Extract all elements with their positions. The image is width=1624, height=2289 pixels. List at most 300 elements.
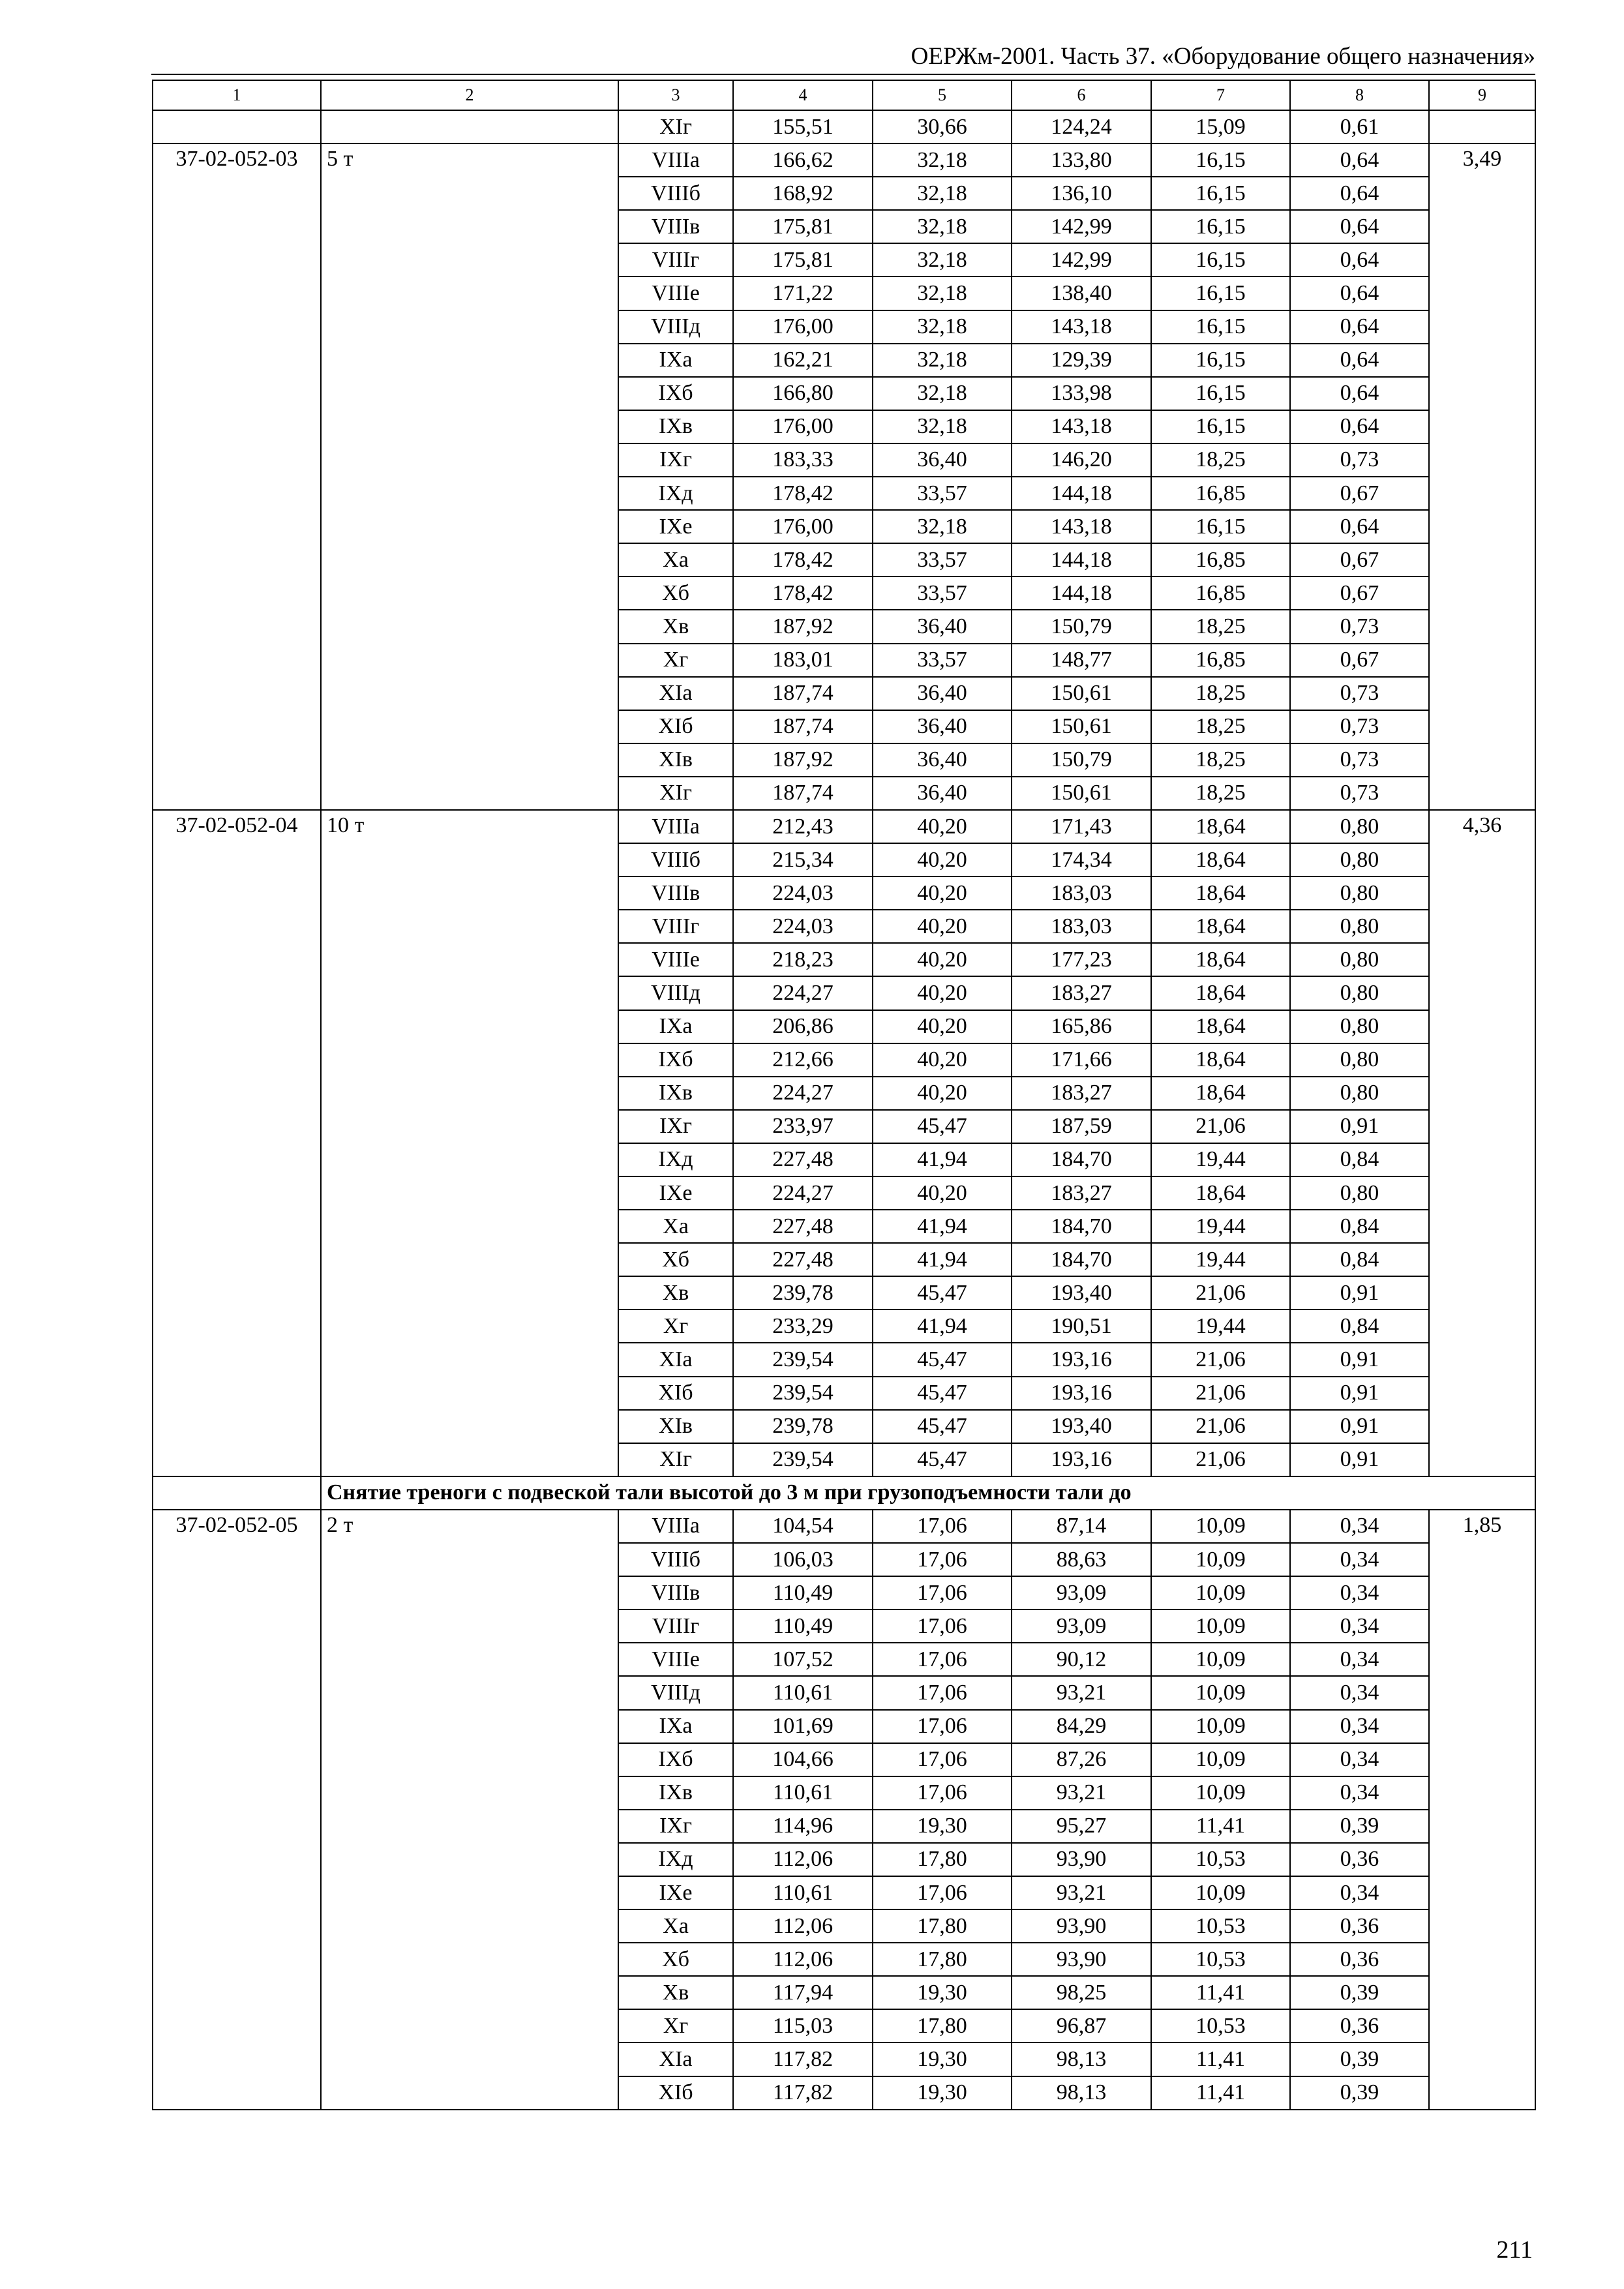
value-cell: 93,21: [1012, 1876, 1151, 1909]
value-cell: 16,15: [1151, 377, 1290, 410]
value-cell: 18,25: [1151, 677, 1290, 710]
value-cell: 224,27: [733, 976, 873, 1010]
value-cell: 112,06: [733, 1943, 873, 1976]
value-cell: 16,15: [1151, 143, 1290, 177]
value-cell: 98,25: [1012, 1976, 1151, 2009]
value-cell: 227,48: [733, 1143, 873, 1176]
value-cell: 110,61: [733, 1776, 873, 1810]
value-cell: 233,29: [733, 1309, 873, 1343]
value-cell: 16,15: [1151, 277, 1290, 310]
value-cell: 187,74: [733, 710, 873, 743]
value-cell: 183,27: [1012, 1077, 1151, 1110]
value-cell: 10,09: [1151, 1710, 1290, 1743]
class-cell: VIIIб: [618, 843, 733, 876]
value-cell: 187,92: [733, 743, 873, 777]
value-cell: 129,39: [1012, 344, 1151, 377]
value-cell: 93,90: [1012, 1943, 1151, 1976]
value-cell: 0,34: [1290, 1676, 1429, 1709]
class-cell: IXд: [618, 477, 733, 510]
value-cell: 87,14: [1012, 1510, 1151, 1543]
value-cell: 18,25: [1151, 710, 1290, 743]
value-cell: 0,64: [1290, 177, 1429, 210]
value-cell: 0,34: [1290, 1876, 1429, 1909]
value-cell: 0,80: [1290, 1176, 1429, 1210]
value-cell: 115,03: [733, 2009, 873, 2042]
value-cell: 96,87: [1012, 2009, 1151, 2042]
value-cell: 33,57: [873, 543, 1012, 576]
value-cell: 142,99: [1012, 210, 1151, 243]
value-cell: 117,82: [733, 2042, 873, 2076]
value-cell: 40,20: [873, 1077, 1012, 1110]
value-cell: 166,80: [733, 377, 873, 410]
class-cell: VIIIа: [618, 1510, 733, 1543]
value-cell: 0,84: [1290, 1143, 1429, 1176]
class-cell: Xа: [618, 543, 733, 576]
class-cell: VIIIе: [618, 943, 733, 976]
value-cell: 233,97: [733, 1110, 873, 1143]
value-cell: 0,34: [1290, 1743, 1429, 1776]
value-cell: 178,42: [733, 477, 873, 510]
value-cell: 110,61: [733, 1676, 873, 1709]
value-cell: 10,09: [1151, 1576, 1290, 1609]
value-cell: 184,70: [1012, 1243, 1151, 1276]
class-cell: IXг: [618, 1110, 733, 1143]
class-cell: XIг: [618, 777, 733, 810]
name-cell: 2 т: [321, 1510, 618, 2110]
value-cell: 93,90: [1012, 1843, 1151, 1876]
value-cell: 178,42: [733, 543, 873, 576]
value-cell: 93,09: [1012, 1576, 1151, 1609]
value-cell: 18,64: [1151, 1043, 1290, 1077]
value-cell: 95,27: [1012, 1810, 1151, 1843]
value-cell: 0,80: [1290, 876, 1429, 910]
value-cell: 18,25: [1151, 743, 1290, 777]
class-cell: IXе: [618, 510, 733, 543]
value-cell: 40,20: [873, 1176, 1012, 1210]
value-cell: 175,81: [733, 210, 873, 243]
value-cell: 184,70: [1012, 1143, 1151, 1176]
value-cell: 21,06: [1151, 1443, 1290, 1476]
rate-cell: 4,36: [1429, 810, 1535, 1476]
value-cell: 18,64: [1151, 1176, 1290, 1210]
value-cell: 40,20: [873, 976, 1012, 1010]
class-cell: Xб: [618, 1943, 733, 1976]
value-cell: 93,09: [1012, 1609, 1151, 1643]
value-cell: 18,25: [1151, 610, 1290, 643]
value-cell: 36,40: [873, 610, 1012, 643]
value-cell: 101,69: [733, 1710, 873, 1743]
code-cell: 37-02-052-04: [153, 810, 321, 1476]
value-cell: 16,85: [1151, 543, 1290, 576]
value-cell: 0,84: [1290, 1309, 1429, 1343]
value-cell: 0,64: [1290, 143, 1429, 177]
value-cell: 21,06: [1151, 1110, 1290, 1143]
column-number: 6: [1012, 80, 1151, 110]
class-cell: Xа: [618, 1210, 733, 1243]
value-cell: 33,57: [873, 576, 1012, 610]
value-cell: 17,06: [873, 1676, 1012, 1709]
class-cell: VIIIг: [618, 243, 733, 277]
value-cell: 19,44: [1151, 1210, 1290, 1243]
value-cell: 175,81: [733, 243, 873, 277]
name-cell: [321, 110, 618, 143]
value-cell: 10,09: [1151, 1510, 1290, 1543]
value-cell: 93,21: [1012, 1676, 1151, 1709]
class-cell: Xв: [618, 1276, 733, 1309]
value-cell: 16,15: [1151, 344, 1290, 377]
value-cell: 224,03: [733, 876, 873, 910]
value-cell: 10,09: [1151, 1876, 1290, 1909]
value-cell: 19,30: [873, 1976, 1012, 2009]
value-cell: 41,94: [873, 1143, 1012, 1176]
value-cell: 212,66: [733, 1043, 873, 1077]
value-cell: 206,86: [733, 1010, 873, 1043]
value-cell: 107,52: [733, 1643, 873, 1676]
value-cell: 19,44: [1151, 1243, 1290, 1276]
value-cell: 10,53: [1151, 1943, 1290, 1976]
column-number: 9: [1429, 80, 1535, 110]
value-cell: 10,09: [1151, 1643, 1290, 1676]
value-cell: 16,85: [1151, 644, 1290, 677]
value-cell: 133,98: [1012, 377, 1151, 410]
class-cell: VIIIв: [618, 876, 733, 910]
value-cell: 16,15: [1151, 210, 1290, 243]
value-cell: 176,00: [733, 410, 873, 443]
value-cell: 32,18: [873, 243, 1012, 277]
value-cell: 212,43: [733, 810, 873, 843]
value-cell: 41,94: [873, 1210, 1012, 1243]
value-cell: 239,78: [733, 1276, 873, 1309]
value-cell: 0,84: [1290, 1243, 1429, 1276]
value-cell: 218,23: [733, 943, 873, 976]
value-cell: 150,61: [1012, 677, 1151, 710]
class-cell: IXв: [618, 1776, 733, 1810]
value-cell: 0,80: [1290, 810, 1429, 843]
value-cell: 18,64: [1151, 876, 1290, 910]
value-cell: 184,70: [1012, 1210, 1151, 1243]
class-cell: VIIIб: [618, 177, 733, 210]
value-cell: 138,40: [1012, 277, 1151, 310]
class-cell: VIIIе: [618, 1643, 733, 1676]
value-cell: 10,09: [1151, 1543, 1290, 1576]
value-cell: 0,91: [1290, 1343, 1429, 1376]
value-cell: 146,20: [1012, 443, 1151, 477]
value-cell: 40,20: [873, 1043, 1012, 1077]
value-cell: 0,91: [1290, 1110, 1429, 1143]
value-cell: 239,54: [733, 1377, 873, 1410]
value-cell: 176,00: [733, 510, 873, 543]
value-cell: 183,27: [1012, 976, 1151, 1010]
value-cell: 36,40: [873, 443, 1012, 477]
value-cell: 136,10: [1012, 177, 1151, 210]
value-cell: 0,39: [1290, 1810, 1429, 1843]
value-cell: 0,34: [1290, 1609, 1429, 1643]
value-cell: 10,53: [1151, 1909, 1290, 1943]
value-cell: 0,91: [1290, 1377, 1429, 1410]
value-cell: 104,54: [733, 1510, 873, 1543]
value-cell: 183,03: [1012, 876, 1151, 910]
class-cell: XIа: [618, 2042, 733, 2076]
column-number: 2: [321, 80, 618, 110]
class-cell: VIIIг: [618, 910, 733, 943]
value-cell: 98,13: [1012, 2076, 1151, 2110]
rates-table: [152, 80, 1536, 2110]
value-cell: 19,30: [873, 1810, 1012, 1843]
value-cell: 0,73: [1290, 677, 1429, 710]
value-cell: 0,91: [1290, 1443, 1429, 1476]
value-cell: 0,39: [1290, 1976, 1429, 2009]
value-cell: 32,18: [873, 277, 1012, 310]
value-cell: 18,64: [1151, 843, 1290, 876]
value-cell: 0,34: [1290, 1776, 1429, 1810]
value-cell: 17,06: [873, 1643, 1012, 1676]
value-cell: 21,06: [1151, 1276, 1290, 1309]
value-cell: 11,41: [1151, 1976, 1290, 2009]
value-cell: 142,99: [1012, 243, 1151, 277]
value-cell: 45,47: [873, 1377, 1012, 1410]
value-cell: 0,36: [1290, 1943, 1429, 1976]
value-cell: 32,18: [873, 377, 1012, 410]
value-cell: 90,12: [1012, 1643, 1151, 1676]
value-cell: 112,06: [733, 1843, 873, 1876]
value-cell: 18,25: [1151, 777, 1290, 810]
column-number: 3: [618, 80, 733, 110]
value-cell: 0,80: [1290, 976, 1429, 1010]
class-cell: VIIIб: [618, 1543, 733, 1576]
class-cell: VIIIг: [618, 1609, 733, 1643]
value-cell: 117,82: [733, 2076, 873, 2110]
value-cell: 0,80: [1290, 1077, 1429, 1110]
value-cell: 0,34: [1290, 1576, 1429, 1609]
value-cell: 16,15: [1151, 310, 1290, 344]
value-cell: 17,06: [873, 1576, 1012, 1609]
value-cell: 0,34: [1290, 1643, 1429, 1676]
name-cell: 10 т: [321, 810, 618, 1476]
value-cell: 18,64: [1151, 943, 1290, 976]
value-cell: 16,15: [1151, 243, 1290, 277]
value-cell: 45,47: [873, 1276, 1012, 1309]
value-cell: 36,40: [873, 743, 1012, 777]
class-cell: IXа: [618, 344, 733, 377]
value-cell: 17,80: [873, 1943, 1012, 1976]
value-cell: 17,80: [873, 1909, 1012, 1943]
value-cell: 17,06: [873, 1510, 1012, 1543]
value-cell: 166,62: [733, 143, 873, 177]
class-cell: IXб: [618, 1743, 733, 1776]
column-number: 5: [873, 80, 1012, 110]
value-cell: 18,64: [1151, 1010, 1290, 1043]
column-number: 1: [153, 80, 321, 110]
value-cell: 117,94: [733, 1976, 873, 2009]
class-cell: XIа: [618, 1343, 733, 1376]
value-cell: 93,21: [1012, 1776, 1151, 1810]
section-spacer: [153, 1476, 321, 1510]
value-cell: 32,18: [873, 410, 1012, 443]
value-cell: 17,06: [873, 1743, 1012, 1776]
class-cell: Xв: [618, 1976, 733, 2009]
value-cell: 15,09: [1151, 110, 1290, 143]
value-cell: 150,79: [1012, 743, 1151, 777]
header-rule: [151, 74, 1535, 75]
class-cell: IXа: [618, 1710, 733, 1743]
value-cell: 16,15: [1151, 410, 1290, 443]
value-cell: 16,15: [1151, 177, 1290, 210]
value-cell: 193,40: [1012, 1276, 1151, 1309]
table-row: [153, 1510, 1535, 1543]
value-cell: 18,64: [1151, 976, 1290, 1010]
code-cell: [153, 110, 321, 143]
class-cell: XIб: [618, 710, 733, 743]
value-cell: 98,13: [1012, 2042, 1151, 2076]
class-cell: VIIIд: [618, 976, 733, 1010]
value-cell: 0,67: [1290, 644, 1429, 677]
class-cell: IXг: [618, 443, 733, 477]
class-cell: Xг: [618, 644, 733, 677]
value-cell: 143,18: [1012, 510, 1151, 543]
value-cell: 177,23: [1012, 943, 1151, 976]
class-cell: XIа: [618, 677, 733, 710]
value-cell: 168,92: [733, 177, 873, 210]
value-cell: 239,54: [733, 1343, 873, 1376]
value-cell: 16,85: [1151, 576, 1290, 610]
class-cell: VIIIа: [618, 810, 733, 843]
value-cell: 239,54: [733, 1443, 873, 1476]
code-cell: 37-02-052-03: [153, 143, 321, 810]
value-cell: 10,09: [1151, 1776, 1290, 1810]
class-cell: VIIIе: [618, 277, 733, 310]
value-cell: 0,80: [1290, 1010, 1429, 1043]
value-cell: 32,18: [873, 177, 1012, 210]
class-cell: XIг: [618, 110, 733, 143]
value-cell: 190,51: [1012, 1309, 1151, 1343]
value-cell: 18,64: [1151, 1077, 1290, 1110]
value-cell: 187,74: [733, 677, 873, 710]
value-cell: 17,06: [873, 1710, 1012, 1743]
column-number-row: [153, 80, 1535, 110]
value-cell: 11,41: [1151, 1810, 1290, 1843]
value-cell: 40,20: [873, 810, 1012, 843]
value-cell: 84,29: [1012, 1710, 1151, 1743]
rate-cell: [1429, 110, 1535, 143]
value-cell: 0,73: [1290, 777, 1429, 810]
value-cell: 32,18: [873, 510, 1012, 543]
class-cell: Xб: [618, 576, 733, 610]
value-cell: 45,47: [873, 1410, 1012, 1443]
value-cell: 144,18: [1012, 477, 1151, 510]
value-cell: 227,48: [733, 1243, 873, 1276]
value-cell: 193,16: [1012, 1377, 1151, 1410]
class-cell: IXд: [618, 1143, 733, 1176]
value-cell: 40,20: [873, 1010, 1012, 1043]
value-cell: 88,63: [1012, 1543, 1151, 1576]
value-cell: 143,18: [1012, 310, 1151, 344]
rate-cell: 1,85: [1429, 1510, 1535, 2110]
value-cell: 19,44: [1151, 1309, 1290, 1343]
value-cell: 193,16: [1012, 1443, 1151, 1476]
class-cell: XIв: [618, 743, 733, 777]
value-cell: 33,57: [873, 477, 1012, 510]
value-cell: 21,06: [1151, 1343, 1290, 1376]
class-cell: VIIIд: [618, 1676, 733, 1709]
value-cell: 17,06: [873, 1543, 1012, 1576]
value-cell: 36,40: [873, 710, 1012, 743]
value-cell: 40,20: [873, 943, 1012, 976]
value-cell: 40,20: [873, 910, 1012, 943]
value-cell: 183,27: [1012, 1176, 1151, 1210]
value-cell: 17,06: [873, 1876, 1012, 1909]
column-number: 8: [1290, 80, 1429, 110]
class-cell: IXа: [618, 1010, 733, 1043]
value-cell: 0,36: [1290, 1843, 1429, 1876]
value-cell: 0,36: [1290, 1909, 1429, 1943]
value-cell: 0,67: [1290, 477, 1429, 510]
column-number: 4: [733, 80, 873, 110]
class-cell: XIг: [618, 1443, 733, 1476]
value-cell: 150,61: [1012, 710, 1151, 743]
value-cell: 10,09: [1151, 1676, 1290, 1709]
class-cell: VIIIв: [618, 210, 733, 243]
value-cell: 0,73: [1290, 610, 1429, 643]
value-cell: 150,79: [1012, 610, 1151, 643]
value-cell: 0,64: [1290, 310, 1429, 344]
value-cell: 0,91: [1290, 1276, 1429, 1309]
value-cell: 0,64: [1290, 510, 1429, 543]
value-cell: 106,03: [733, 1543, 873, 1576]
value-cell: 17,06: [873, 1776, 1012, 1810]
code-cell: 37-02-052-05: [153, 1510, 321, 2110]
class-cell: Xб: [618, 1243, 733, 1276]
class-cell: XIв: [618, 1410, 733, 1443]
value-cell: 144,18: [1012, 576, 1151, 610]
value-cell: 174,34: [1012, 843, 1151, 876]
class-cell: VIIIа: [618, 143, 733, 177]
class-cell: XIб: [618, 2076, 733, 2110]
value-cell: 21,06: [1151, 1377, 1290, 1410]
value-cell: 0,39: [1290, 2042, 1429, 2076]
value-cell: 171,43: [1012, 810, 1151, 843]
value-cell: 41,94: [873, 1243, 1012, 1276]
value-cell: 0,64: [1290, 210, 1429, 243]
name-cell: 5 т: [321, 143, 618, 810]
value-cell: 21,06: [1151, 1410, 1290, 1443]
value-cell: 45,47: [873, 1443, 1012, 1476]
section-row: [153, 1476, 1535, 1510]
value-cell: 165,86: [1012, 1010, 1151, 1043]
value-cell: 41,94: [873, 1309, 1012, 1343]
value-cell: 0,80: [1290, 943, 1429, 976]
value-cell: 215,34: [733, 843, 873, 876]
running-header: ОЕРЖм-2001. Часть 37. «Оборудование общего назначения»: [910, 43, 1535, 70]
value-cell: 40,20: [873, 843, 1012, 876]
value-cell: 178,42: [733, 576, 873, 610]
value-cell: 193,16: [1012, 1343, 1151, 1376]
class-cell: VIIIв: [618, 1576, 733, 1609]
value-cell: 18,64: [1151, 810, 1290, 843]
class-cell: Xв: [618, 610, 733, 643]
value-cell: 0,64: [1290, 377, 1429, 410]
value-cell: 93,90: [1012, 1909, 1151, 1943]
value-cell: 0,73: [1290, 743, 1429, 777]
rates-table-body: [153, 80, 1535, 2110]
value-cell: 133,80: [1012, 143, 1151, 177]
value-cell: 11,41: [1151, 2042, 1290, 2076]
value-cell: 104,66: [733, 1743, 873, 1776]
value-cell: 17,80: [873, 1843, 1012, 1876]
value-cell: 0,73: [1290, 443, 1429, 477]
value-cell: 0,39: [1290, 2076, 1429, 2110]
value-cell: 110,61: [733, 1876, 873, 1909]
value-cell: 0,36: [1290, 2009, 1429, 2042]
